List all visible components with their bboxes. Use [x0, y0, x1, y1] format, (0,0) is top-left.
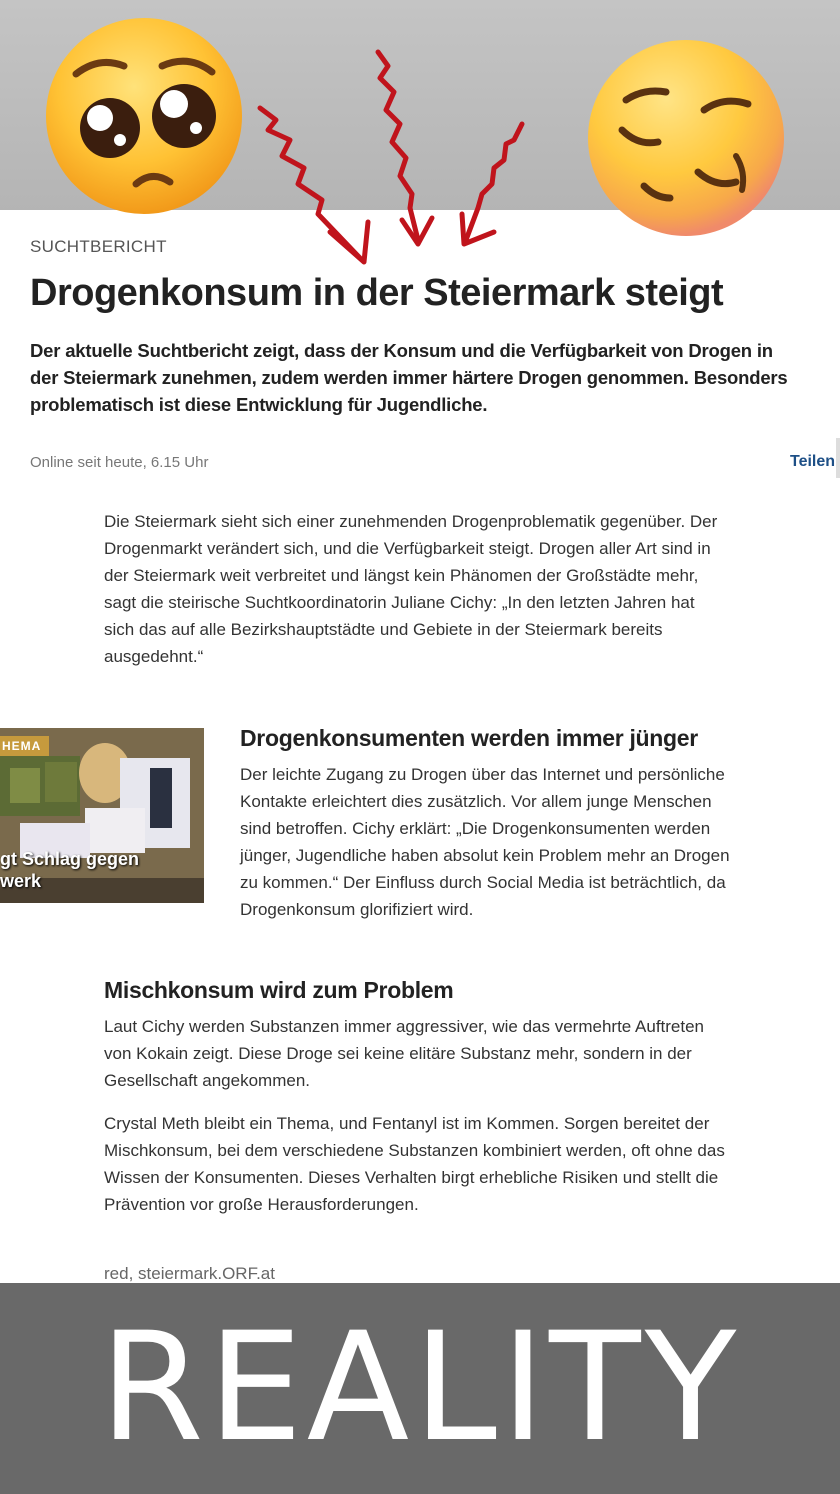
related-article-thumbnail[interactable] [0, 728, 204, 903]
reality-caption: REALITY [99, 1301, 741, 1475]
share-link[interactable]: Teilen [790, 453, 836, 470]
arrow-middle [378, 52, 418, 240]
subheading-younger-consumers: Drogenkonsumenten werden immer jünger [240, 725, 698, 751]
article-paragraph-1: Die Steiermark sieht sich einer zunehmenden Drogenproblematik gegenüber. Der Drogenmarkt verändert sich, und die Verfügbarkeit steigt. Drogen aller Art sind in der Steiermark weit verbreitet und längst kein Phänomen der Großstädte mehr, sagt die steirische Suchtkoordinatorin Juliane Cichy: „In den letzten Jahren hat sich das auf alle Bezirkshauptstädte und Gebiete in der Steiermark bereits ausgedehnt.“ [104, 512, 718, 666]
thumbnail-caption-line-1: gt Schlag gegen [0, 849, 140, 869]
arrow-left [260, 108, 360, 258]
article-kicker: SUCHTBERICHT [30, 237, 167, 256]
article-lead: Der aktuelle Suchtbericht zeigt, dass der Konsum und die Verfügbarkeit von Drogen in der Steiermark zunehmen, zudem werden immer härtere Drogen genommen. Besonders problematisch ist diese Entwicklung für Jugendliche. [30, 340, 788, 415]
article-paragraph-4: Crystal Meth bleibt ein Thema, und Fentanyl ist im Kommen. Sorgen bereitet der Mischkonsum, bei dem verschiedene Substanzen kombiniert werden, oft ohne das Wissen der Konsumenten. Dieses Verhalten birgt erhebliche Risiken und stellt die Prävention vor große Herausforderungen. [104, 1114, 725, 1214]
arrow-right [466, 124, 522, 240]
thumbnail-badge: HEMA [0, 736, 49, 756]
red-arrows [0, 0, 840, 300]
thumbnail-caption-line-2: werk [0, 871, 42, 891]
share-button-edge [836, 438, 840, 478]
subheading-mixed-consumption: Mischkonsum wird zum Problem [104, 977, 454, 1003]
thumbnail-caption [0, 848, 139, 892]
publish-time: Online seit heute, 6.15 Uhr [30, 454, 209, 471]
article-paragraph-3: Laut Cichy werden Substanzen immer aggressiver, wie das vermehrte Auftreten von Kokain zeigt. Diese Droge sei keine elitäre Substanz mehr, sondern in der Gesellschaft angekommen. [104, 1017, 705, 1090]
article-screenshot [0, 210, 840, 1285]
article-paragraph-2: Der leichte Zugang zu Drogen über das Internet und persönliche Kontakte erleichtert dies zusätzlich. Vor allem junge Menschen sind betroffen. Cichy erklärt: „Die Drogenkonsumenten werden jünger, Jugendliche haben absolut kein Problem mehr an Drogen zu kommen.“ Der Einfluss durch Social Media ist beträchtlich, da Drogenkonsum glorifiziert wird. [240, 765, 730, 919]
article-headline: Drogenkonsum in der Steiermark steigt [30, 272, 724, 314]
article-source: red, steiermark.ORF.at [104, 1264, 275, 1283]
